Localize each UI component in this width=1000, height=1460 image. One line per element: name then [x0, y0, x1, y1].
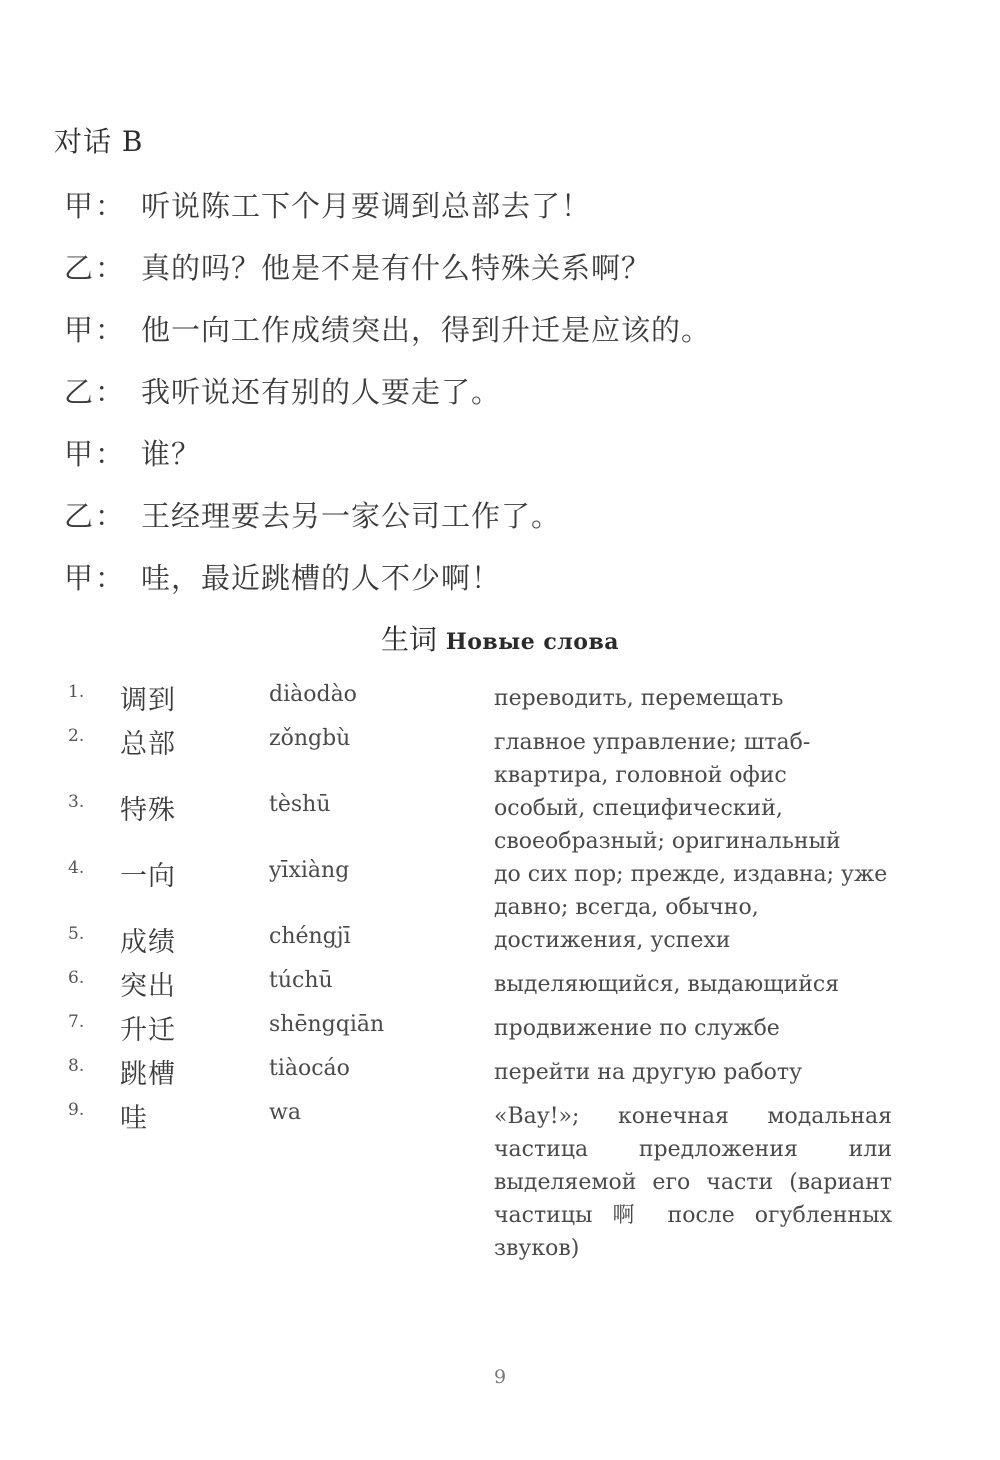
vocab-item: [0, 788, 1000, 854]
vocab-item: [0, 854, 1000, 920]
utterance: 哇，最近跳槽的人不少啊！: [141, 561, 502, 595]
vocabulary-heading-cn: 生词: [381, 623, 438, 656]
utterance: 王经理要去另一家公司工作了。: [141, 499, 562, 533]
vocab-meaning: переводить, перемещать: [494, 686, 784, 711]
vocabulary-list: [0, 678, 1000, 1266]
vocab-pinyin: shēngqiān: [269, 1012, 385, 1037]
vocab-pinyin: tiàocáo: [269, 1056, 350, 1081]
utterance: 真的吗？他是不是有什么特殊关系啊？: [141, 251, 652, 285]
vocab-meaning: главное управление; штаб-квартира, головной офис: [494, 730, 811, 788]
vocab-number: 6.: [68, 968, 85, 988]
utterance: 他一向工作成绩突出，得到升迁是应该的。: [141, 313, 712, 347]
speaker-label: 甲：: [64, 561, 127, 595]
vocab-hanzi: 升迁: [120, 1015, 176, 1046]
vocab-item: [0, 964, 1000, 1008]
vocab-meaning: особый, специфический, своеобразный; оригинальный: [494, 796, 841, 854]
vocab-number: 9.: [68, 1100, 85, 1120]
speaker-label: 乙：: [64, 375, 127, 409]
speaker-label: 甲：: [64, 313, 127, 347]
vocab-hanzi: 特殊: [120, 795, 176, 826]
dialogue-line: [0, 176, 1000, 238]
vocab-item: [0, 722, 1000, 788]
vocab-meaning: «Вау!»; конечная модальная частица предложения или выделяемой его части (вариант частицы 啊 после огубленных звуков): [494, 1104, 892, 1261]
page-number: 9: [493, 1366, 507, 1388]
utterance: 听说陈工下个月要调到总部去了！: [141, 189, 592, 223]
vocab-meaning: достижения, успехи: [494, 928, 731, 953]
dialogue-line: [0, 486, 1000, 548]
vocab-hanzi: 成绩: [120, 927, 176, 958]
vocab-hanzi: 跳槽: [120, 1059, 176, 1090]
utterance: 谁？: [141, 437, 202, 471]
vocab-meaning: продвижение по службе: [494, 1016, 780, 1041]
dialogue-line: [0, 548, 1000, 610]
vocabulary-heading-ru: Новые слова: [445, 629, 619, 655]
dialogue-line: [0, 238, 1000, 300]
vocab-number: 3.: [68, 792, 85, 812]
vocab-item: [0, 678, 1000, 722]
vocab-number: 7.: [68, 1012, 85, 1032]
vocab-pinyin: wa: [269, 1100, 301, 1125]
vocab-item: [0, 920, 1000, 964]
dialogue-line: [0, 424, 1000, 486]
vocabulary-heading: [0, 618, 1000, 658]
vocab-number: 8.: [68, 1056, 85, 1076]
vocab-hanzi: 一向: [120, 861, 176, 892]
speaker-label: 乙：: [64, 499, 127, 533]
dialogue-line: [0, 300, 1000, 362]
dialogue-line: [0, 362, 1000, 424]
utterance: 我听说还有别的人要走了。: [141, 375, 502, 409]
speaker-label: 乙：: [64, 251, 127, 285]
vocab-number: 1.: [68, 682, 85, 702]
vocab-pinyin: yīxiàng: [269, 858, 350, 883]
vocab-hanzi: 哇: [120, 1103, 148, 1134]
vocab-pinyin: túchū: [269, 968, 333, 993]
vocab-pinyin: zǒngbù: [269, 726, 351, 751]
speaker-label: 甲：: [64, 437, 127, 471]
vocab-number: 5.: [68, 924, 85, 944]
vocab-meaning: перейти на другую работу: [494, 1060, 803, 1085]
vocab-meaning: до сих пор; прежде, издавна; уже давно; всегда, обычно,: [494, 862, 888, 920]
vocab-meaning: выделяющийся, выдающийся: [494, 972, 840, 997]
vocab-hanzi: 总部: [120, 729, 176, 760]
vocab-hanzi: 突出: [120, 971, 176, 1002]
vocab-pinyin: tèshū: [269, 792, 331, 817]
vocab-item: [0, 1096, 1000, 1266]
dialogue: [0, 176, 1000, 610]
speaker-label: 甲：: [64, 189, 127, 223]
vocab-pinyin: chéngjī: [269, 924, 351, 949]
vocab-number: 2.: [68, 726, 85, 746]
vocab-number: 4.: [68, 858, 85, 878]
section-title: 对话 B: [54, 125, 144, 158]
vocab-hanzi: 调到: [120, 685, 176, 716]
vocab-item: [0, 1052, 1000, 1096]
vocab-item: [0, 1008, 1000, 1052]
vocab-pinyin: diàodào: [269, 682, 357, 707]
